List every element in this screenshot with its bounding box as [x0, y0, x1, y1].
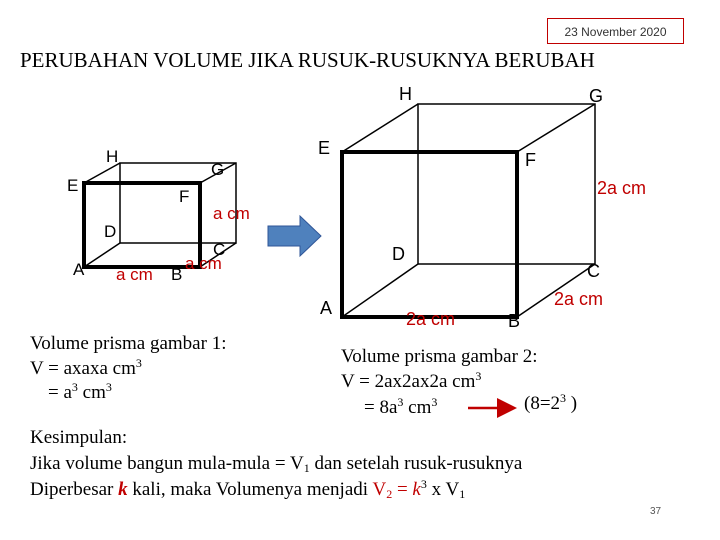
cube2-edge-bottom: 2a cm	[406, 309, 456, 329]
cube2-label-f: F	[525, 150, 536, 170]
cube1-edge-right: a cm	[185, 254, 222, 273]
conclusion-line-1: Jika volume bangun mula-mula = $V_1$ dan setelah rusuk-rusuknya	[30, 453, 523, 475]
cube2-label-g: G	[589, 86, 604, 106]
page-number: 37	[650, 506, 662, 517]
cube1-label-e: E	[67, 176, 79, 195]
cube2-label-d: D	[392, 244, 405, 264]
volume1-heading: Volume prisma gambar 1:	[30, 333, 227, 354]
cube2-label-h: H	[399, 84, 412, 104]
cube2-edge-right: 2a cm	[597, 178, 647, 198]
volume2-note: ($8=2^3$ )	[524, 391, 578, 414]
date-badge: 23 November 2020	[547, 18, 684, 44]
cube2-label-c: C	[587, 261, 600, 281]
cube-2	[342, 104, 595, 317]
cube1-label-c: C	[213, 240, 226, 259]
volume2-result: = $8a^3$ $cm^3$	[364, 395, 438, 418]
cube2-label-b: B	[508, 311, 521, 331]
cube1-label-f: F	[179, 187, 190, 206]
cube1-label-h: H	[106, 147, 119, 166]
cube1-label-d: D	[104, 222, 117, 241]
cube1-edge-bottom: a cm	[116, 265, 153, 284]
volume2-formula: V = 2ax2ax2a $cm^3$	[341, 369, 482, 392]
cube1-label-g: G	[211, 160, 225, 179]
cube1-label-a: A	[73, 260, 85, 279]
transform-arrow	[268, 216, 321, 256]
cube2-label-e: E	[318, 138, 331, 158]
volume1-result: = $a^3$ $cm^3$	[48, 380, 112, 403]
conclusion-line-2: Diperbesar k kali, maka Volumenya menjadi $V_2 = k^3$ x $V_1$	[30, 477, 466, 501]
cube2-edge-depth: 2a cm	[554, 289, 604, 309]
conclusion-heading: Kesimpulan:	[30, 427, 128, 448]
cube2-label-a: A	[320, 298, 333, 318]
slide-title: PERUBAHAN VOLUME JIKA RUSUK-RUSUKNYA BERUBAH	[20, 48, 595, 72]
cube1-edge-left: a cm	[213, 204, 250, 223]
cube1-label-b: B	[171, 265, 183, 284]
volume1-formula: V = axaxa $cm^3$	[30, 356, 142, 379]
volume2-heading: Volume prisma gambar 2:	[341, 346, 538, 367]
